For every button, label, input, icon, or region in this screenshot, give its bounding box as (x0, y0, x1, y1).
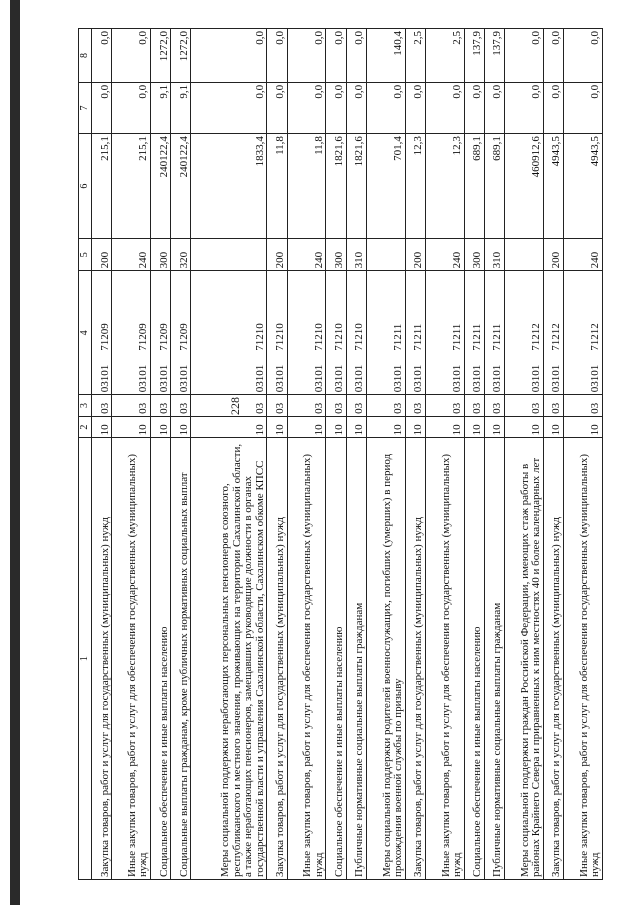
row-amount-3: 0,0 (543, 29, 563, 83)
row-subsection-code: 03 (484, 395, 504, 417)
row-amount-2: 0,0 (346, 82, 366, 133)
row-section-code: 10 (425, 416, 464, 438)
row-target-code (171, 271, 191, 395)
header-cell: 8 (79, 29, 92, 83)
row-amount: 1821,6 (346, 134, 366, 239)
row-target-code (191, 271, 267, 395)
row-target-code-item: 71210 (274, 323, 287, 351)
row-expense-type-code: 200 (267, 239, 287, 271)
table-row (326, 29, 346, 880)
table-row (484, 29, 504, 880)
rotated-table-wrapper (78, 28, 603, 880)
header-cell: 3 (79, 395, 92, 417)
row-subsection-code: 03 (171, 395, 191, 417)
table-row (191, 29, 267, 880)
table-row (366, 29, 405, 880)
row-target-code-item: 71211 (471, 323, 484, 351)
row-description: Закупка товаров, работ и услуг для государственных (муниципальных) нужд (405, 438, 425, 880)
row-subsection-code: 03 (287, 395, 326, 417)
row-expense-type-code: 240 (287, 239, 326, 271)
row-target-code-program: 03101 (471, 364, 484, 393)
row-amount: 240122,4 (171, 134, 191, 239)
header-cell: 6 (79, 134, 92, 239)
row-subsection-code: 03 (112, 395, 151, 417)
row-amount: 689,1 (464, 134, 484, 239)
row-section-code: 10 (267, 416, 287, 438)
row-description: Меры социальной поддержки неработающих персональных пенсионеров союзного, республиканского и местного значения, проживающих на территории Сахалинской области, а также неработающих пенсионеров, замещавших руководящие должности в органах государственной власти и управления Сахалинской области, Сахалинском обкоме КПСС (191, 438, 267, 880)
row-subsection-code: 03 (464, 395, 484, 417)
row-expense-type-code: 200 (543, 239, 563, 271)
header-cell: 2 (79, 416, 92, 438)
row-description: Меры социальной поддержки граждан Российской Федерации, имеющих стаж работы в районах Крайнего Севера и приравненных к ним местностях 40 и более календарных лет (505, 438, 544, 880)
row-amount-2: 0,0 (366, 82, 405, 133)
row-target-code-item: 71210 (312, 323, 325, 351)
table-row (425, 29, 464, 880)
row-amount: 240122,4 (151, 134, 171, 239)
table-row (267, 29, 287, 880)
row-section-code: 10 (464, 416, 484, 438)
row-target-code-item: 71209 (137, 323, 150, 351)
row-target-code (405, 271, 425, 395)
row-amount-2: 0,0 (464, 82, 484, 133)
row-amount-2: 0,0 (191, 82, 267, 133)
row-section-code: 10 (112, 416, 151, 438)
row-target-code-program: 03101 (353, 364, 366, 393)
row-amount: 1821,6 (326, 134, 346, 239)
row-section-code: 10 (287, 416, 326, 438)
row-amount-3: 2,5 (405, 29, 425, 83)
row-target-code (564, 271, 603, 395)
row-target-code-item: 71211 (451, 323, 464, 351)
table-row (405, 29, 425, 880)
table-row (171, 29, 191, 880)
row-description: Иные закупки товаров, работ и услуг для обеспечения государственных (муниципальных) нужд (425, 438, 464, 880)
row-target-code-program: 03101 (98, 364, 111, 393)
row-expense-type-code: 300 (464, 239, 484, 271)
row-amount-3: 137,9 (464, 29, 484, 83)
row-subsection-code: 03 (543, 395, 563, 417)
row-amount: 215,1 (92, 134, 112, 239)
table-row (505, 29, 544, 880)
header-row (79, 29, 92, 880)
row-subsection-code: 03 (151, 395, 171, 417)
row-amount: 12,3 (425, 134, 464, 239)
row-target-code-program: 03101 (253, 364, 266, 393)
row-description: Публичные нормативные социальные выплаты гражданам (346, 438, 366, 880)
row-target-code-program: 03101 (312, 364, 325, 393)
row-section-code: 10 (484, 416, 504, 438)
row-subsection-code: 03 (405, 395, 425, 417)
row-subsection-code: 03 (92, 395, 112, 417)
row-expense-type-code: 300 (326, 239, 346, 271)
row-subsection-code: 03 (346, 395, 366, 417)
row-subsection-code: 03 (191, 395, 267, 417)
row-expense-type-code: 240 (112, 239, 151, 271)
row-target-code (112, 271, 151, 395)
table-row (112, 29, 151, 880)
row-section-code: 10 (346, 416, 366, 438)
row-target-code (287, 271, 326, 395)
row-subsection-code: 03 (326, 395, 346, 417)
table-row (92, 29, 112, 880)
row-subsection-code: 03 (505, 395, 544, 417)
row-description: Социальные выплаты гражданам, кроме публичных нормативных социальных выплат (171, 438, 191, 880)
row-expense-type-code: 300 (151, 239, 171, 271)
table-row (543, 29, 563, 880)
row-target-code-item: 71212 (589, 323, 602, 351)
row-target-code-program: 03101 (530, 364, 543, 393)
row-description: Закупка товаров, работ и услуг для государственных (муниципальных) нужд (92, 438, 112, 880)
header-cell: 4 (79, 271, 92, 395)
row-amount-2: 0,0 (267, 82, 287, 133)
row-expense-type-code (366, 239, 405, 271)
row-expense-type-code (191, 239, 267, 271)
row-section-code: 10 (92, 416, 112, 438)
row-target-code-item: 71211 (392, 323, 405, 351)
row-amount: 1833,4 (191, 134, 267, 239)
row-section-code: 10 (326, 416, 346, 438)
row-target-code-item: 71209 (98, 323, 111, 351)
row-amount-3: 0,0 (564, 29, 603, 83)
header-cell: 1 (79, 438, 92, 880)
row-target-code-program: 03101 (274, 364, 287, 393)
row-target-code-program: 03101 (550, 364, 563, 393)
table-row (151, 29, 171, 880)
row-target-code (464, 271, 484, 395)
row-amount-2: 0,0 (564, 82, 603, 133)
row-section-code: 10 (366, 416, 405, 438)
row-subsection-code: 03 (564, 395, 603, 417)
row-amount-3: 2,5 (425, 29, 464, 83)
row-section-code: 10 (564, 416, 603, 438)
row-amount-3: 1272,0 (171, 29, 191, 83)
row-amount-3: 1272,0 (151, 29, 171, 83)
header-cell: 5 (79, 239, 92, 271)
row-target-code-item: 71209 (177, 323, 190, 351)
row-amount-3: 0,0 (267, 29, 287, 83)
row-target-code-item: 71210 (253, 323, 266, 351)
row-amount-3: 0,0 (191, 29, 267, 83)
row-section-code: 10 (543, 416, 563, 438)
row-description: Иные закупки товаров, работ и услуг для обеспечения государственных (муниципальных) нужд (112, 438, 151, 880)
row-amount: 460912,6 (505, 134, 544, 239)
row-amount-3: 0,0 (505, 29, 544, 83)
row-target-code (543, 271, 563, 395)
row-section-code: 10 (171, 416, 191, 438)
table-row (287, 29, 326, 880)
row-amount-2: 0,0 (543, 82, 563, 133)
row-target-code-item: 71212 (530, 323, 543, 351)
row-description: Иные закупки товаров, работ и услуг для обеспечения государственных (муниципальных) нужд (564, 438, 603, 880)
row-amount-2: 9,1 (151, 82, 171, 133)
row-amount-3: 0,0 (326, 29, 346, 83)
row-amount: 11,8 (287, 134, 326, 239)
row-section-code: 10 (505, 416, 544, 438)
row-amount-3: 0,0 (92, 29, 112, 83)
row-amount-2: 0,0 (92, 82, 112, 133)
row-target-code (92, 271, 112, 395)
row-target-code-program: 03101 (137, 364, 150, 393)
row-target-code-program: 03101 (157, 364, 170, 393)
row-section-code: 10 (405, 416, 425, 438)
row-expense-type-code: 320 (171, 239, 191, 271)
row-expense-type-code: 310 (484, 239, 504, 271)
row-target-code (505, 271, 544, 395)
row-amount-3: 140,4 (366, 29, 405, 83)
row-amount: 701,4 (366, 134, 405, 239)
row-description: Социальное обеспечение и иные выплаты населению (151, 438, 171, 880)
row-section-code: 10 (191, 416, 267, 438)
row-expense-type-code: 200 (405, 239, 425, 271)
row-amount-2: 0,0 (505, 82, 544, 133)
row-description: Закупка товаров, работ и услуг для государственных (муниципальных) нужд (543, 438, 563, 880)
row-subsection-code: 03 (425, 395, 464, 417)
row-target-code-item: 71209 (157, 323, 170, 351)
row-expense-type-code (505, 239, 544, 271)
row-description: Закупка товаров, работ и услуг для государственных (муниципальных) нужд (267, 438, 287, 880)
row-amount-2: 0,0 (326, 82, 346, 133)
row-target-code-program: 03101 (392, 364, 405, 393)
row-target-code-program: 03101 (491, 364, 504, 393)
budget-table (78, 28, 603, 880)
row-amount-3: 0,0 (346, 29, 366, 83)
row-target-code (326, 271, 346, 395)
row-amount: 215,1 (112, 134, 151, 239)
row-target-code-item: 71210 (353, 323, 366, 351)
row-target-code (151, 271, 171, 395)
row-target-code (346, 271, 366, 395)
row-target-code-program: 03101 (177, 364, 190, 393)
row-target-code-program: 03101 (589, 364, 602, 393)
row-amount: 4943,5 (564, 134, 603, 239)
row-target-code (267, 271, 287, 395)
row-target-code-item: 71211 (412, 323, 425, 351)
table-row (564, 29, 603, 880)
row-amount: 12,3 (405, 134, 425, 239)
row-amount-2: 0,0 (405, 82, 425, 133)
row-amount: 4943,5 (543, 134, 563, 239)
row-expense-type-code: 240 (425, 239, 464, 271)
row-target-code (484, 271, 504, 395)
row-amount-3: 137,9 (484, 29, 504, 83)
row-description: Иные закупки товаров, работ и услуг для обеспечения государственных (муниципальных) нужд (287, 438, 326, 880)
row-target-code-program: 03101 (412, 364, 425, 393)
row-target-code (425, 271, 464, 395)
row-expense-type-code: 200 (92, 239, 112, 271)
row-amount-2: 0,0 (112, 82, 151, 133)
row-amount-3: 0,0 (112, 29, 151, 83)
row-amount-2: 0,0 (287, 82, 326, 133)
row-expense-type-code: 240 (564, 239, 603, 271)
header-cell: 7 (79, 82, 92, 133)
row-amount-2: 0,0 (425, 82, 464, 133)
row-target-code-program: 03101 (451, 364, 464, 393)
row-target-code-item: 71212 (550, 323, 563, 351)
page-number: 228 (228, 397, 242, 415)
row-amount: 689,1 (484, 134, 504, 239)
row-subsection-code: 03 (366, 395, 405, 417)
scan-edge-stripe (10, 0, 20, 905)
row-amount-3: 0,0 (287, 29, 326, 83)
table-row (346, 29, 366, 880)
table-row (464, 29, 484, 880)
row-target-code-program: 03101 (333, 364, 346, 393)
row-description: Социальное обеспечение и иные выплаты населению (326, 438, 346, 880)
row-amount-2: 0,0 (484, 82, 504, 133)
row-target-code-item: 71210 (333, 323, 346, 351)
row-target-code-item: 71211 (491, 323, 504, 351)
row-amount-2: 9,1 (171, 82, 191, 133)
row-amount: 11,8 (267, 134, 287, 239)
row-section-code: 10 (151, 416, 171, 438)
row-description: Социальное обеспечение и иные выплаты населению (464, 438, 484, 880)
row-target-code (366, 271, 405, 395)
row-subsection-code: 03 (267, 395, 287, 417)
row-expense-type-code: 310 (346, 239, 366, 271)
row-description: Меры социальной поддержки родителей военнослужащих, погибших (умерших) в период прохождения военной службы по призыву (366, 438, 405, 880)
row-description: Публичные нормативные социальные выплаты гражданам (484, 438, 504, 880)
